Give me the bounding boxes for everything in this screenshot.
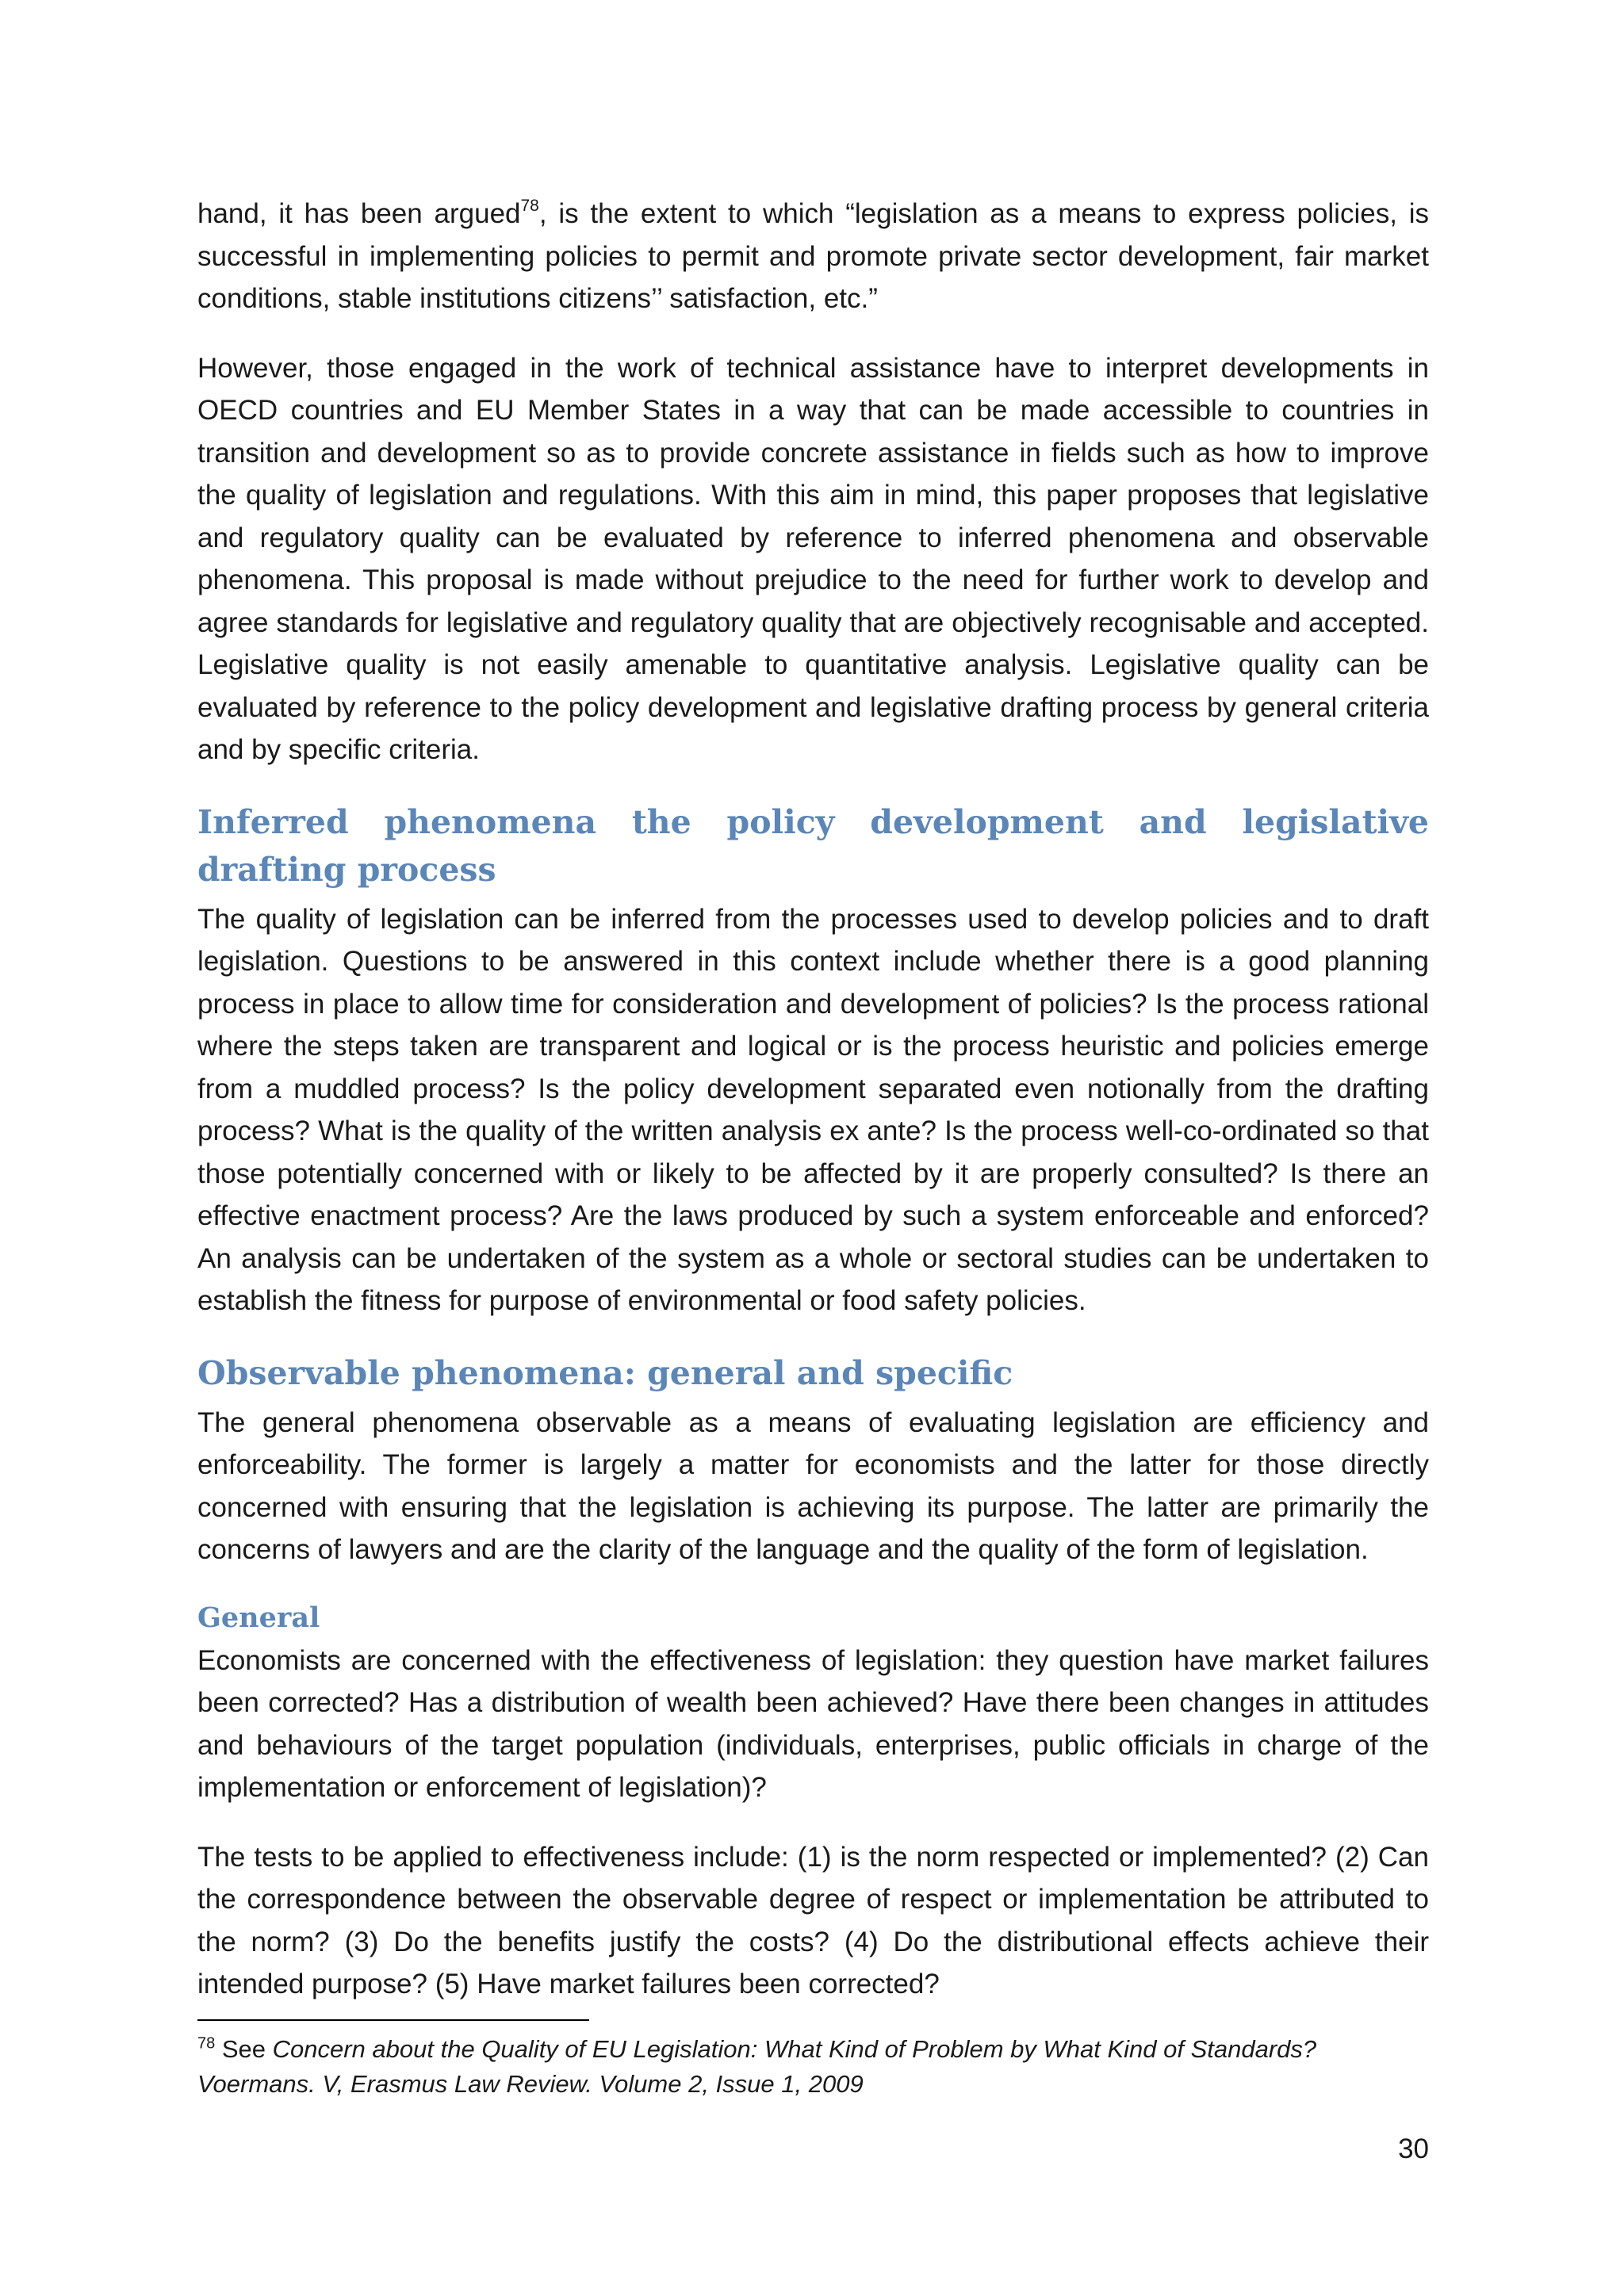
footnote-citation: Voermans. V, Erasmus Law Review. Volume 2, Issue 1, 2009 — [197, 2070, 864, 2098]
paragraph-opening-text-b: , is the extent to which “legislation as a means to express policies, is successful in implementing policies to permit and promote private sector development, fair market conditions, stable institutions citizens’’ satisfaction, etc.” — [197, 198, 1429, 314]
footnote-prefix: See — [215, 2035, 273, 2063]
footnote-number: 78 — [197, 2034, 216, 2053]
footnote-title: Concern about the Quality of EU Legislation: What Kind of Problem by What Kind of Standards? — [272, 2035, 1317, 2063]
footnote — [197, 2032, 1429, 2102]
main-content — [197, 193, 1429, 2033]
paragraph-effectiveness-tests: The tests to be applied to effectiveness include: (1) is the norm respected or implemented? (2) Can the correspondence between the observable degree of respect or implementation be attributed to the norm? (3) Do the benefits justify the costs? (4) Do the distributional effects achieve their intended purpose? (5) Have market failures been corrected? — [197, 1841, 1429, 1999]
heading-observable-phenomena: Observable phenomena: general and specific — [197, 1353, 1013, 1392]
page-number: 30 — [1398, 2133, 1429, 2164]
footnote-reference[interactable]: 78 — [520, 197, 539, 216]
paragraph-observable-phenomena: The general phenomena observable as a means of evaluating legislation are efficiency and enforceability. The former is largely a matter for economists and the latter for those directly concerned with ensuring that the legislation is achieving its purpose. The latter are primarily the concerns of lawyers and are the clarity of the language and the quality of the form of legislation. — [197, 1406, 1429, 1565]
footnote-line-2 — [197, 2067, 1429, 2102]
heading-inferred-phenomena: Inferred phenomena the policy development and legislative drafting process — [197, 802, 1429, 889]
paragraph-inferred-phenomena: The quality of legislation can be inferred from the processes used to develop policies and to draft legislation. Questions to be answered in this context include whether there is a good planning process in place to allow time for consideration and development of policies? Is the process rational where the steps taken are transparent and logical or is the process heuristic and policies emerge from a muddled process? Is the policy development separated even notionally from the drafting process? What is the quality of the written analysis ex ante? Is the process well-co-ordinated so that those potentially concerned with or likely to be affected by it are properly consulted? Is there an effective enactment process? Are the laws produced by such a system enforceable and enforced? An analysis can be undertaken of the system as a whole or sectoral studies can be undertaken to establish the fitness for purpose of environmental or food safety policies. — [197, 903, 1429, 1316]
paragraph-opening-text-a: hand, it has been argued — [197, 198, 521, 229]
heading-general: General — [197, 1601, 320, 1634]
paragraph-opening — [197, 193, 1429, 320]
footnote-line-1 — [197, 2032, 1429, 2067]
paragraph-technical-assistance: However, those engaged in the work of technical assistance have to interpret developments in OECD countries and EU Member States in a way that can be made accessible to countries in transition and development so as to provide concrete assistance in fields such as how to improve the quality of legislation and regulations. With this aim in mind, this paper proposes that legislative and regulatory quality can be evaluated by reference to inferred phenomena and observable phenomena. This proposal is made without prejudice to the need for further work to develop and agree standards for legislative and regulatory quality that are objectively recognisable and accepted. Legislative quality is not easily amenable to quantitative analysis. Legislative quality can be evaluated by reference to the policy development and legislative drafting process by general criteria and by specific criteria. — [197, 352, 1429, 765]
paragraph-economists: Economists are concerned with the effectiveness of legislation: they question have market failures been corrected? Has a distribution of wealth been achieved? Have there been changes in attitudes and behaviours of the target population (individuals, enterprises, public officials in charge of the implementation or enforcement of legislation)? — [197, 1644, 1429, 1803]
footnote-separator — [197, 2019, 589, 2021]
